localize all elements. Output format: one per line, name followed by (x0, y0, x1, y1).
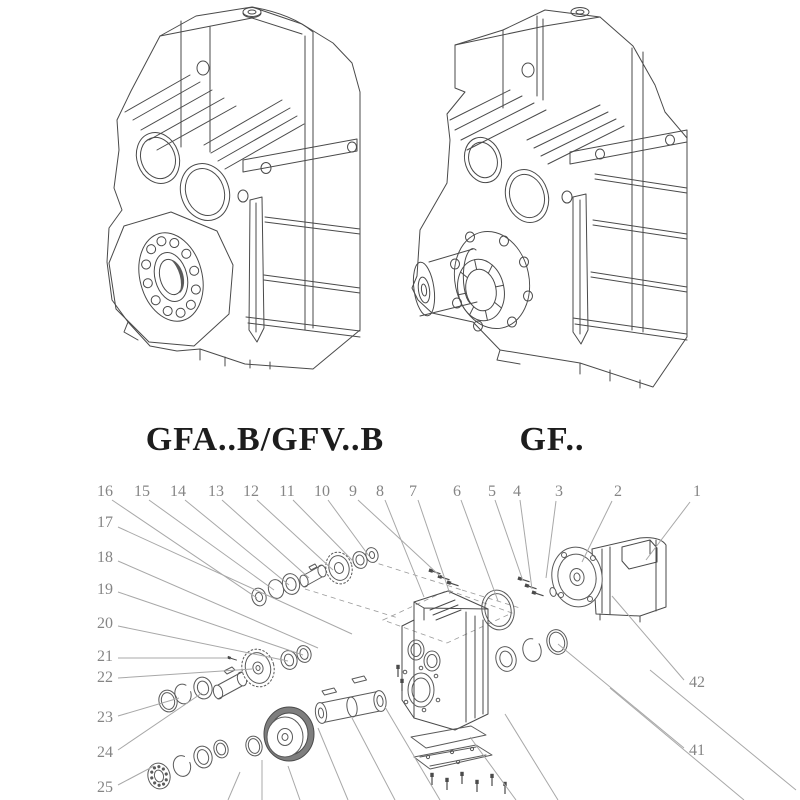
housing-gasket (411, 726, 486, 748)
output-bearing (129, 226, 212, 329)
callout-41: 41 (689, 742, 705, 759)
input-flange-parts (478, 587, 570, 674)
callout-4: 4 (513, 483, 521, 500)
snap-ring (173, 682, 194, 705)
ball-bearing (145, 761, 173, 792)
callout-2: 2 (614, 483, 622, 500)
callout-17: 17 (97, 514, 113, 531)
key (352, 676, 367, 683)
callout-22: 22 (97, 669, 113, 686)
torque-arm-column (249, 197, 264, 342)
callout-11: 11 (279, 483, 295, 500)
callout-14: 14 (170, 483, 186, 500)
callout-15: 15 (134, 483, 150, 500)
callout-13: 13 (208, 483, 224, 500)
callout-23: 23 (97, 709, 113, 726)
model-label-gf: GF.. (519, 421, 585, 458)
bolt (227, 656, 237, 662)
input-bores (459, 133, 572, 229)
key (309, 564, 317, 570)
gear (322, 549, 355, 587)
callout-5: 5 (488, 483, 496, 500)
callout-20: 20 (97, 615, 113, 632)
mounting-strap (243, 139, 357, 172)
callout-3: 3 (555, 483, 563, 500)
callout-12: 12 (243, 483, 259, 500)
callout-25: 25 (97, 779, 113, 796)
callout-leader-lines (112, 500, 690, 785)
callout-7: 7 (409, 483, 417, 500)
bolt-hole (197, 61, 209, 75)
key (322, 688, 337, 695)
callout-9: 9 (349, 483, 357, 500)
terminal-box (622, 540, 657, 569)
front-flange (109, 212, 233, 346)
cooling-fins-middle (204, 100, 304, 169)
model-label-gfab: GFA..B/GFV..B (145, 421, 385, 458)
bolt-hole (522, 63, 534, 77)
gf-drawing (410, 8, 687, 389)
input-shaft-parts (250, 546, 380, 607)
callout-42: 42 (689, 674, 705, 691)
gear-housing (402, 591, 488, 730)
torque-arm-column (573, 194, 588, 344)
callout-18: 18 (97, 549, 113, 566)
output-gear-face (267, 717, 303, 757)
bottom-cover (414, 745, 492, 769)
cooling-fins-middle (527, 105, 624, 164)
callout-19: 19 (97, 581, 113, 598)
output-shaft-parts (145, 676, 387, 791)
housing-ribs (573, 174, 687, 340)
callout-6: 6 (453, 483, 461, 500)
output-shaft (410, 249, 477, 318)
callout-1: 1 (693, 483, 701, 500)
motor-unit (547, 538, 666, 622)
callout-21: 21 (97, 648, 113, 665)
snap-ring (520, 637, 543, 664)
gfa-b-drawing (107, 7, 360, 369)
intermediate-shaft-parts (156, 644, 313, 714)
callout-24: 24 (97, 744, 113, 761)
cooling-fins-left (450, 90, 546, 150)
output-bearing (452, 255, 510, 325)
callout-16: 16 (97, 483, 113, 500)
callout-10: 10 (314, 483, 330, 500)
snap-ring (171, 754, 193, 779)
callout-8: 8 (376, 483, 384, 500)
